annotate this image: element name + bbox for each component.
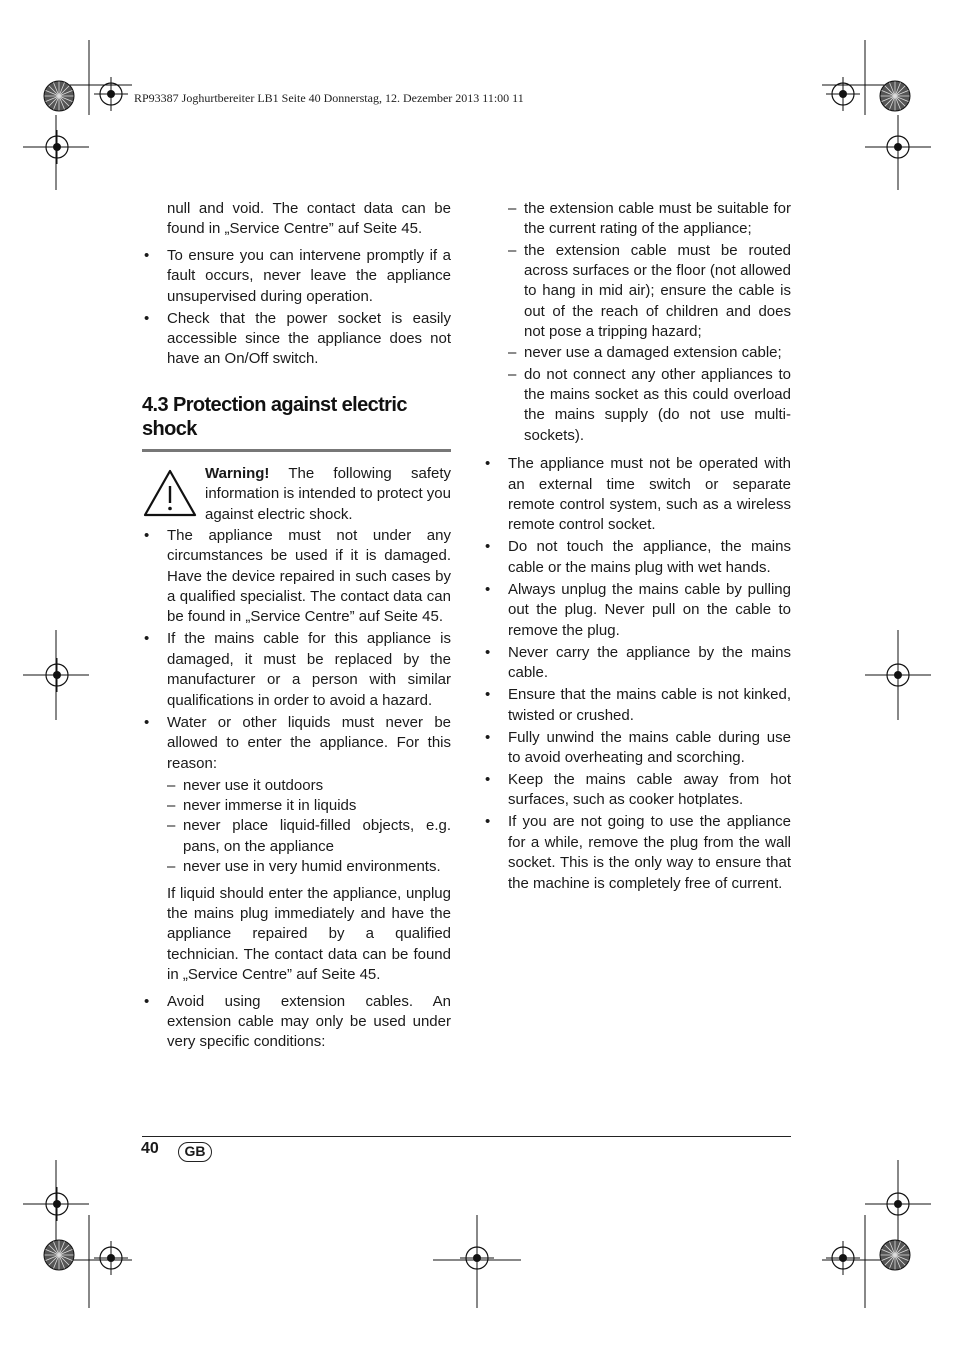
left-column [142,199,451,1054]
sub-list-item: – never use it outdoors [142,776,451,796]
list-item: • Do not touch the appliance, the mains cable or the mains plug with wet hands. [483,537,791,578]
list-item: • If the mains cable for this appliance is damaged, it must be replaced by the manufacturer or a person with similar qualifications in order to avoid a hazard. [142,629,451,711]
list-item: • If you are not going to use the appliance for a while, remove the plug from the wall socket. This is the only way to ensure that the machine is completely free of current. [483,812,791,894]
list-item: • Never carry the appliance by the mains cable. [483,643,791,684]
warning-label: Warning! [205,464,270,482]
warning-triangle-icon [142,468,198,518]
language-badge: GB [178,1142,212,1162]
list-item: • Check that the power socket is easily accessible since the appliance does not have an On/Off switch. [142,309,451,370]
sub-list-item: – never place liquid-filled objects, e.g. pans, on the appliance [142,816,451,857]
list-item: • Water or other liquids must never be allowed to enter the appliance. For this reason: [142,713,451,774]
warning-block [142,464,451,526]
list-item: • The appliance must not be operated with an external time switch or separate remote control system, such as a wireless remote control socket. [483,454,791,536]
intro-continuation: null and void. The contact data can be found in „Service Centre” auf Seite 45. [167,200,451,238]
sub-list-item: – never immerse it in liquids [142,796,451,816]
list-item: • Ensure that the mains cable is not kinked, twisted or crushed. [483,685,791,726]
page-number: 40 [141,1140,159,1157]
sub-list-item: – the extension cable must be suitable for the current rating of the appliance; [508,199,791,240]
sub-list-item: – never use a damaged extension cable; [508,343,791,363]
right-column [483,199,791,896]
warning-body: The following safety information is intended to protect you against electric shock. [205,464,451,523]
sub-list-item: – never use in very humid environments. [142,857,451,877]
footer-rule [142,1136,791,1137]
list-item: • Fully unwind the mains cable during use to avoid overheating and scorching. [483,728,791,769]
list-item: • Always unplug the mains cable by pulling out the plug. Never pull on the cable to remove the plug. [483,580,791,641]
sub-list-item: – the extension cable must be routed across surfaces or the floor (not allowed to hang in mid air); ensure the cable is out of the reach of children and does not pose a tripping hazard; [508,241,791,343]
print-header: RP93387 Joghurtbereiter LB1 Seite 40 Donnerstag, 12. Dezember 2013 11:00 11 [134,91,524,105]
list-item: • The appliance must not under any circumstances be used if it is damaged. Have the device repaired in such cases by a qualified specialist. The contact data can be found in „Service Centre” auf Seite 45. [142,526,451,628]
extension-conditions [483,199,791,446]
sub-list-item: – do not connect any other appliances to the mains socket as this could overload the mains supply (do not use multi-sockets). [508,365,791,447]
list-item: • Keep the mains cable away from hot surfaces, such as cooker hotplates. [483,770,791,811]
warning-text [205,464,451,525]
liquids-followup: If liquid should enter the appliance, unplug the mains plug immediately and have the appliance repaired by a qualified technician. The contact data can be found in „Service Centre” auf Seite 45. [167,884,451,984]
list-item: • Avoid using extension cables. An extension cable may only be used under very specific conditions: [142,992,451,1053]
section-heading: 4.3 Protection against electric shock [142,393,451,452]
list-item: • To ensure you can intervene promptly if a fault occurs, never leave the appliance unsupervised during operation. [142,246,451,307]
